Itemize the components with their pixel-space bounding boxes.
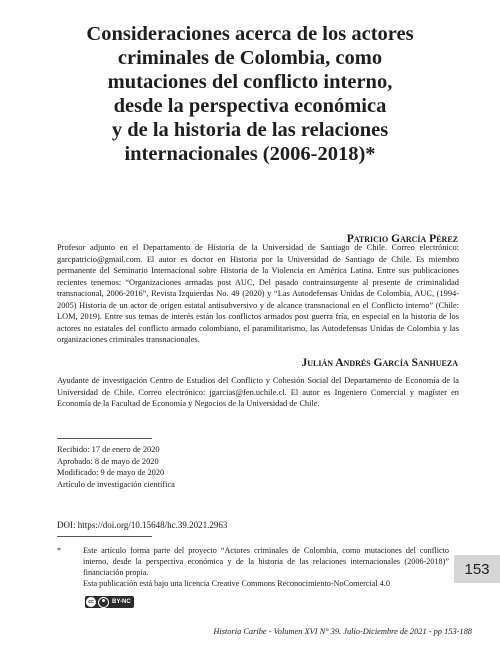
footnote-mark: * [57,546,62,555]
footnote-text: Este artículo forma parte del proyecto “Actores criminales de Colombia, como mutaciones del conflicto interno, desde la perspectiva económica y de la historia de las relaciones internacionales (2006-2018)” financiación propia. [83,546,449,577]
article-type: Artículo de investigación científica [57,479,175,489]
running-footer: Historia Caribe - Volumen XVI N° 39. Julio-Diciembre de 2021 - pp 153-188 [213,627,472,636]
author-bio-1: Profesor adjunto en el Departamento de Historia de la Universidad de Santiago de Chile. Correo electrónico: garcpatricio@gmail.com. El autor es doctor en Historia por la Universidad de Santiago de Chile. Es miembro permanente del Seminario Internacional sobre Historia de la Violencia en América Latina. Entre sus publicaciones recientes tenemos: “Organizaciones armadas post AUC, Del pasado contrainsurgente al presente de criminalidad transnacional, 2006-2016”, Revista Izquierdas No. 49 (2020) y “Las Autodefensas Unidas de Colombia, AUC, (1994-2005) Historia de un actor de origen estatal antisubversivo y de alcance transnacional en el Conflicto interno” (Chile: LOM, 2019). Entre sus temas de interés están los conflictos armados post guerra fría, en especial en la historia de los actores no estatales del conflicto armado colombiano, el paramilitarismo, las Autodefensas Unidas de Colombia y las organizaciones criminales transnacionales. [57,243,459,344]
author-bio-2: Ayudante de investigación Centro de Estudios del Conflicto y Cohesión Social del Departamento de Economía de la Universidad de Chile. Correo electrónico: jgarcias@fen.uchile.cl. El autor es Ingeniero Comercial y magíster en Economía de la Facultad de Economía y Negocios de la Universidad de Chile. [57,376,459,408]
author-name-2: Julián Andrés García Sanhueza [301,357,458,369]
person-icon [98,597,109,608]
approved-date: Aprobado: 8 de mayo de 2020 [57,456,159,466]
title-line: Consideraciones acerca de los actores [86,23,414,45]
license-text: Esta publicación está bajo una licencia Creative Commons Reconocimiento-NoComercial 4.0 [83,579,390,588]
cc-license-badge[interactable] [85,596,134,608]
title-line: mutaciones del conflicto interno, [107,71,393,93]
author-name-1: Patricio García Pérez [346,233,458,245]
title-line: internacionales (2006-2018)* [124,143,376,165]
footnote-divider [57,536,152,537]
article-dates [57,444,175,490]
license-badge-label: BY-NC [112,599,131,605]
doi-link[interactable]: DOI: https://doi.org/10.15648/hc.39.2021.2963 [57,520,228,530]
modified-date: Modificado: 9 de mayo de 2020 [57,468,165,477]
title-line: desde la perspectiva económica [113,95,387,117]
page-number: 153 [454,555,500,583]
cc-icon: cc [86,597,96,607]
title-line: criminales de Colombia, como [117,47,383,69]
divider [57,438,152,439]
title-line: y de la historia de las relaciones [111,119,389,141]
received-date: Recibido: 17 de enero de 2020 [57,445,160,454]
article-title [30,22,470,166]
footnote [57,545,449,589]
